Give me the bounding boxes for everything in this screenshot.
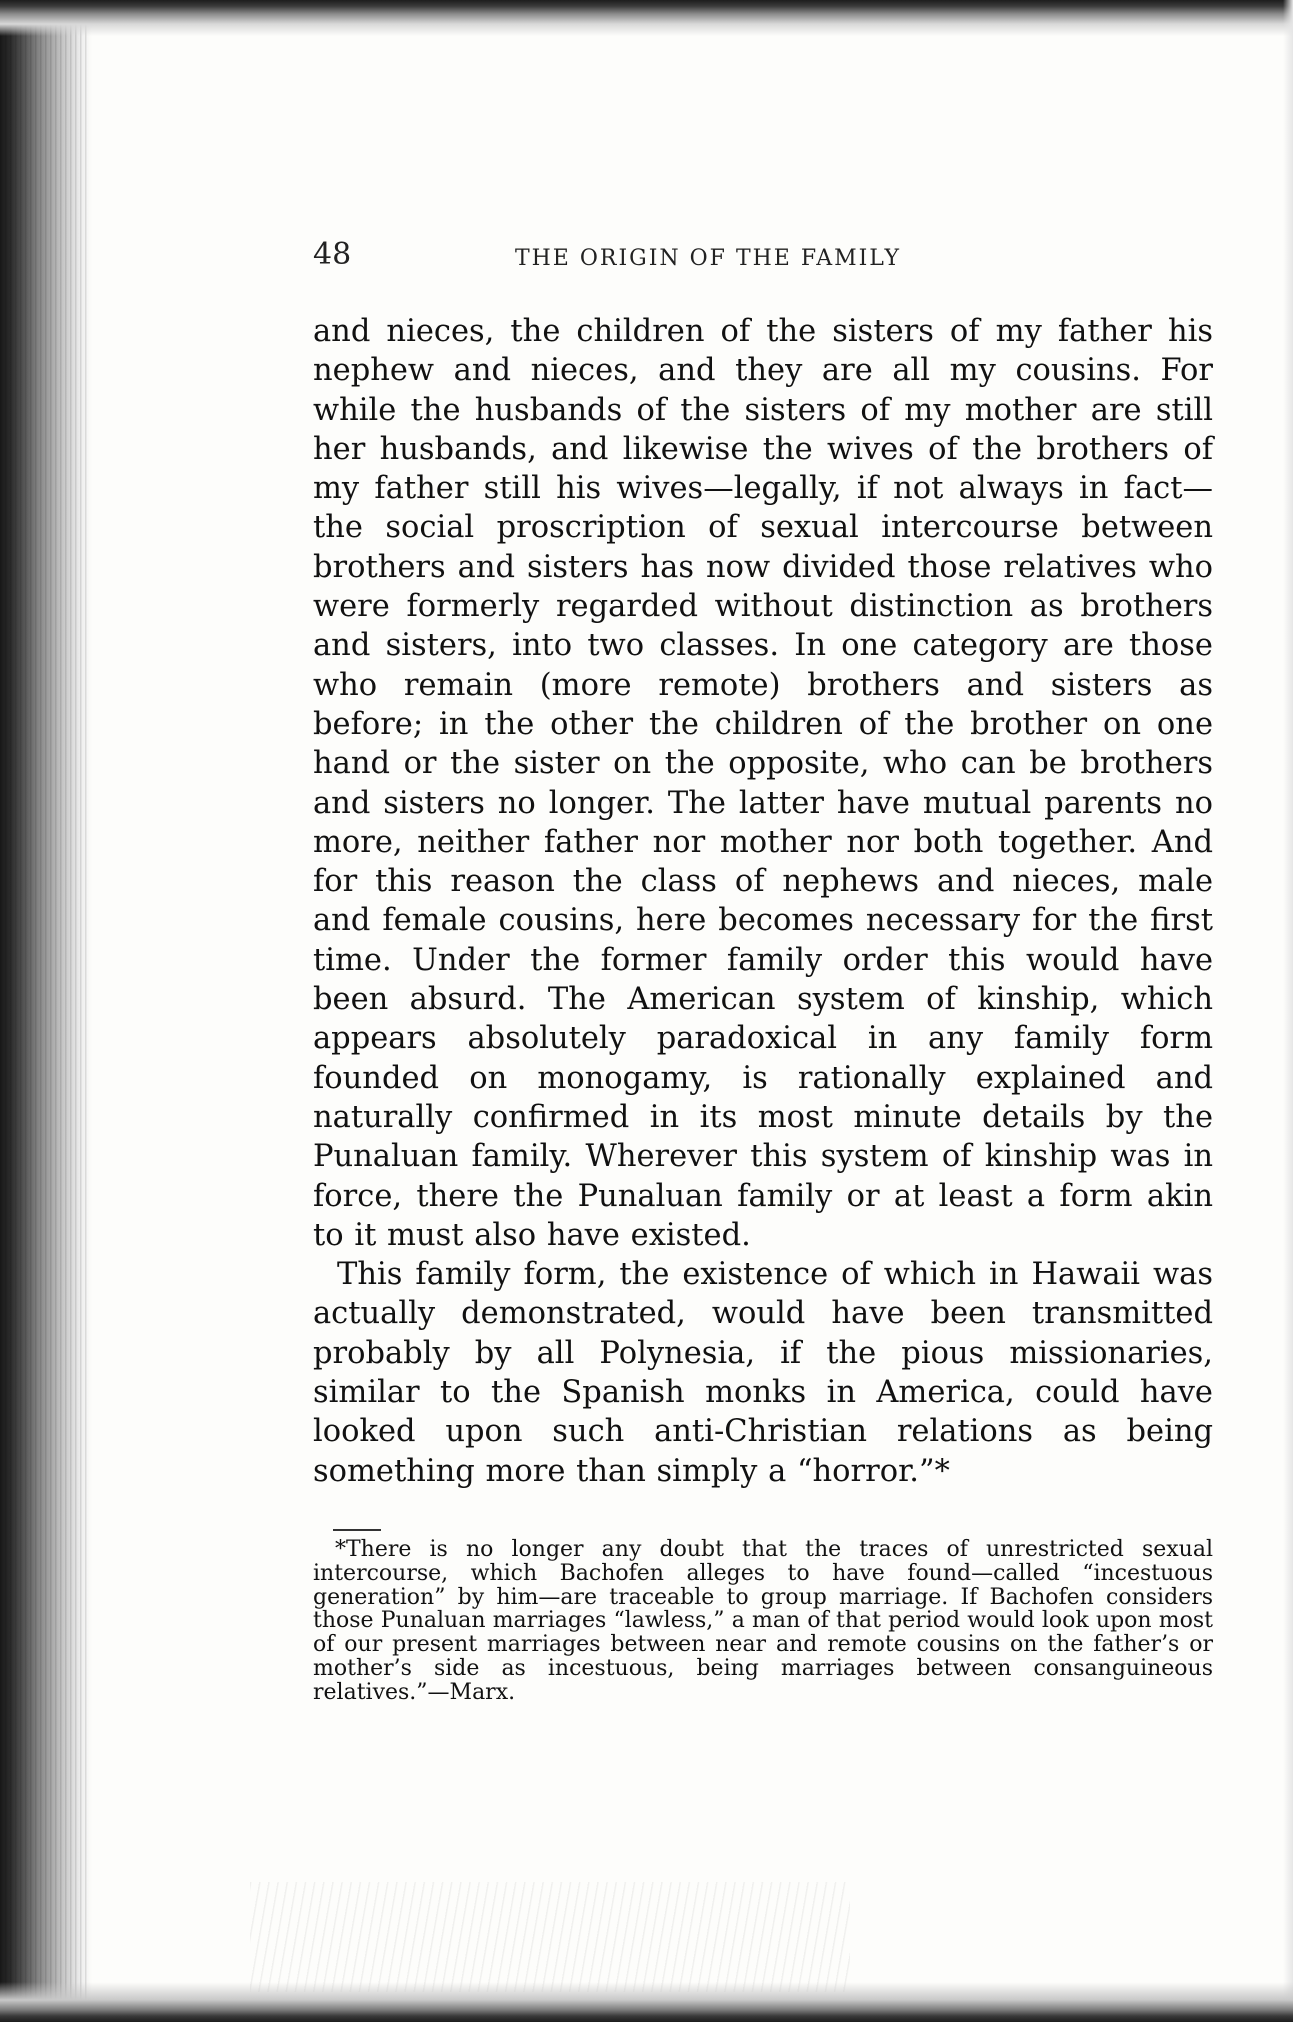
body-text: [313, 312, 1213, 1491]
paragraph-2: This family form, the existence of which in Hawaii was actually demonstrated, would have been transmitted probably by all Polynesia, if the pious missionaries, similar to the Spanish monks in America, could have looked upon such anti-Christian relations as being something more than simply a “horror.”*: [313, 1257, 1213, 1489]
footnote: *There is no longer any doubt that the traces of unrestricted sexual intercourse, which Bachofen alleges to have found—called “incestuous generation” by him—are traceable to group marriage. If Bachofen considers those Punaluan marriages “lawless,” a man of that period would look upon most of our present marriages between near and remote cousins on the father’s or mother’s side as incestuous, being marriages between consanguineous relatives.”—Marx.: [313, 1537, 1213, 1705]
paragraph-1: and nieces, the children of the sisters of my father his nephew and nieces, and they are all my cousins. For while the husbands of the sisters of my mother are still her husbands, and likewise the wives of the brothers of my father still his wives—legally, if not always in fact—the social proscription of sexual intercourse between brothers and sisters has now divided those relatives who were formerly regarded without distinction as brothers and sisters, into two classes. In one category are those who remain (more remote) brothers and sisters as before; in the other the children of the brother on one hand or the sister on the opposite, who can be brothers and sisters no longer. The latter have mutual parents no more, neither father nor mother nor both together. And for this reason the class of nephews and nieces, male and female cousins, here becomes necessary for the first time. Under the former family order this would have been absurd. The American system of kinship, which appears absolutely paradoxical in any family form founded on monogamy, is rationally explained and naturally confirmed in its most minute details by the Punaluan family. Wherever this system of kinship was in force, there the Punaluan family or at least a form akin to it must also have existed.: [313, 314, 1213, 1253]
page-right-edge: [1283, 0, 1293, 2022]
page-bottom-texture: [250, 1882, 850, 1992]
page-top-edge: [0, 0, 1293, 36]
page-bottom-edge: [0, 1982, 1293, 2022]
running-title: THE ORIGIN OF THE FAMILY: [514, 246, 902, 271]
binding-gutter-texture: [0, 0, 90, 2022]
footnote-divider: [333, 1529, 381, 1531]
page-header: [313, 238, 1033, 288]
page-number: 48: [313, 237, 352, 272]
